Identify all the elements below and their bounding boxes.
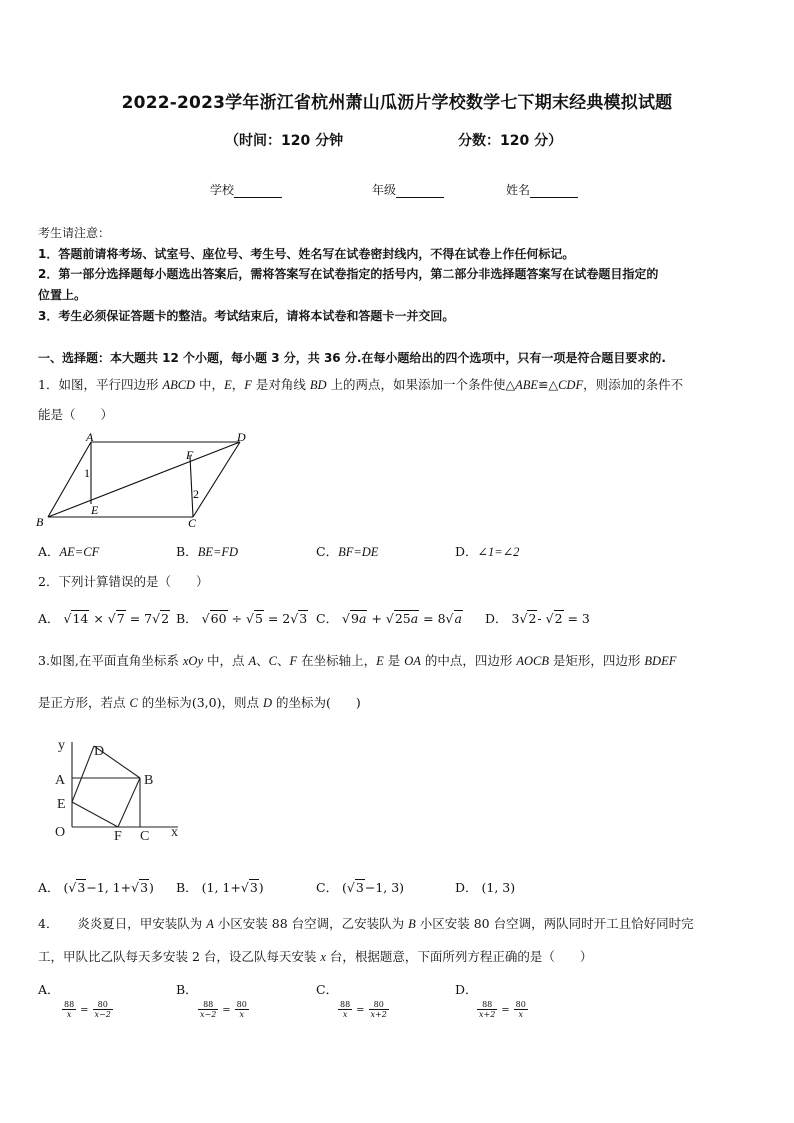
q4-option-a: A． $\frac{88}{x}$ = $\frac{80}{x-2}$	[38, 982, 111, 1019]
q3-label-E: E	[57, 797, 66, 812]
q3-stem-line2: 是正方形，若点 C 的坐标为(3,0)，则点 D 的坐标为( )	[38, 695, 361, 710]
name-blank	[530, 185, 578, 198]
q1-label-C: C	[188, 516, 197, 530]
q4-option-b: B． $\frac{88}{x-2}$ = $\frac{80}{x}$	[176, 982, 247, 1019]
school-blank	[234, 185, 282, 198]
q3-label-A: A	[55, 773, 66, 788]
q1-label-D: D	[237, 430, 246, 444]
notice-item-1: 1．答题前请将考场、试室号、座位号、考生号、姓名写在试卷密封线内，不得在试卷上作任何标记。	[38, 247, 575, 261]
page-title: 2022-2023学年浙江省杭州萧山瓜沥片学校数学七下期末经典模拟试题	[121, 93, 673, 113]
school-label: 学校	[210, 183, 235, 197]
q2-option-b: B． √60 ÷ √5 = 2√3	[176, 611, 308, 626]
q4-option-d: D． $\frac{88}{x+2}$ = $\frac{80}{x}$	[455, 982, 526, 1019]
section-heading: 一、选择题：本大题共 12 个小题，每小题 3 分，共 36 分.在每小题给出的四个选项中，只有一项是符合题目要求的.	[38, 351, 666, 365]
q3-option-a: A． (√3−1, 1+√3)	[38, 880, 154, 895]
q2-option-d: D． 3√2- √2 = 3	[485, 611, 590, 626]
exam-time: （时间：120 分钟	[225, 133, 344, 149]
q3-label-D: D	[94, 744, 105, 759]
q4-stem-line1: 4． 炎炎夏日，甲安装队为 A 小区安装 88 台空调，乙安装队为 B 小区安装 80 台空调，两队同时开工且恰好同时完	[38, 916, 694, 931]
notice-heading: 考生请注意：	[38, 226, 111, 240]
q2-option-a: A． √14 × √7 = 7√2	[38, 611, 170, 626]
q3-label-F: F	[114, 829, 122, 844]
grade-label: 年级	[372, 183, 397, 197]
q3-label-y: y	[58, 738, 65, 753]
q1-parallelogram-figure	[30, 428, 260, 533]
q1-option-b: B．BE=FD	[176, 544, 239, 559]
q3-label-x: x	[171, 825, 178, 840]
name-label: 姓名	[506, 183, 531, 197]
q1-label-E: E	[91, 503, 99, 517]
q3-coordinate-figure	[48, 732, 198, 847]
exam-score: 分数：120 分）	[458, 133, 563, 149]
q3-label-O: O	[55, 825, 66, 840]
q2-option-c: C． √9a + √25a = 8√a	[316, 611, 462, 626]
q2-stem: 2．下列计算错误的是（ ）	[38, 574, 209, 589]
q1-option-a: A．AE=CF	[38, 544, 100, 559]
q3-stem-line1: 3.如图,在平面直角坐标系 xOy 中，点 A、C、F 在坐标轴上，E 是 OA 的中点，四边形 AOCB 是矩形，四边形 BDEF	[38, 653, 677, 668]
q3-label-C: C	[140, 829, 150, 844]
q3-option-b: B． (1, 1+√3)	[176, 880, 264, 895]
grade-blank	[396, 185, 444, 198]
q1-label-angle1: 1	[84, 466, 90, 480]
notice-item-3: 3．考生必须保证答题卡的整洁。考试结束后，请将本试卷和答题卡一并交回。	[38, 309, 455, 323]
q1-label-angle2: 2	[193, 487, 199, 501]
q3-option-c: C． (√3−1, 3)	[316, 880, 405, 895]
q4-option-c: C． $\frac{88}{x}$ = $\frac{80}{x+2}$	[316, 982, 387, 1019]
q1-option-d: D．∠1=∠2	[455, 544, 520, 559]
grade-field	[372, 181, 444, 198]
notice-item-2-cont: 位置上。	[38, 288, 87, 302]
q1-label-F: F	[186, 448, 194, 462]
q1-label-A: A	[86, 430, 94, 444]
q1-option-c: C．BF=DE	[316, 544, 379, 559]
notice-item-2: 2．第一部分选择题每小题选出答案后，需将答案写在试卷指定的括号内，第二部分非选择题答案写在试卷题目指定的	[38, 267, 659, 281]
q1-label-B: B	[36, 515, 44, 529]
q3-option-d: D． (1, 3)	[455, 880, 516, 895]
q3-label-B: B	[144, 773, 154, 788]
name-field	[506, 181, 578, 198]
q1-stem-line1: 1．如图，平行四边形 ABCD 中，E，F 是对角线 BD 上的两点，如果添加一个条件使△ABE≌△CDF，则添加的条件不	[38, 377, 684, 392]
q4-stem-line2: 工，甲队比乙队每天多安装 2 台，设乙队每天安装 x 台，根据题意，下面所列方程正确的是（ ）	[38, 949, 593, 964]
school-field	[210, 181, 282, 198]
q1-stem-line2: 能是（ ）	[38, 407, 114, 422]
